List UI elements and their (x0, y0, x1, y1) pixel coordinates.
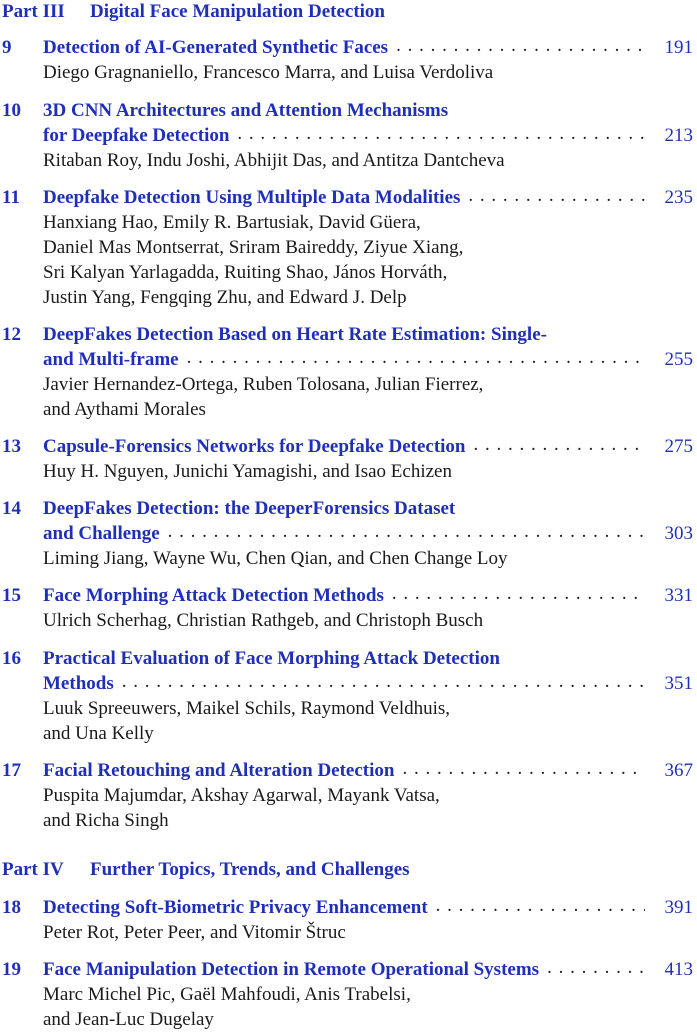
chapter-authors: Diego Gragnaniello, Francesco Marra, and Luisa Verdoliva (43, 62, 494, 83)
chapter-authors: Justin Yang, Fengqing Zhu, and Edward J. Delp (43, 287, 407, 308)
page-number[interactable]: 303 (664, 523, 693, 544)
part-title: Further Topics, Trends, and Challenges (90, 859, 410, 880)
chapter-authors: Hanxiang Hao, Emily R. Bartusiak, David Güera, (43, 212, 421, 233)
part-heading (2, 0, 385, 24)
chapter-number: 18 (2, 897, 21, 918)
chapter-title-row[interactable] (43, 957, 697, 982)
part-number: Part III (2, 1, 65, 22)
dot-leader (237, 121, 645, 146)
dot-leader (547, 955, 645, 980)
chapter-authors: Luuk Spreeuwers, Maikel Schils, Raymond Veldhuis, (43, 698, 451, 719)
chapter-title-row[interactable] (43, 758, 697, 783)
chapter-authors: Peter Rot, Peter Peer, and Vitomir Štruc (43, 922, 346, 943)
chapter-number: 16 (2, 648, 21, 669)
chapter-title-row[interactable] (43, 35, 697, 60)
chapter-title[interactable]: Detecting Soft-Biometric Privacy Enhancement (43, 897, 428, 918)
chapter-title[interactable]: Facial Retouching and Alteration Detection (43, 760, 395, 781)
dot-leader (187, 345, 645, 370)
chapter-title[interactable]: Methods (43, 673, 114, 694)
page-number[interactable]: 351 (664, 673, 693, 694)
dot-leader (396, 33, 645, 58)
dot-leader (122, 669, 645, 694)
chapter-number: 17 (2, 760, 21, 781)
chapter-title[interactable]: Face Manipulation Detection in Remote Operational Systems (43, 959, 540, 980)
chapter-number: 9 (2, 37, 12, 58)
dot-leader (168, 519, 645, 544)
chapter-authors: and Una Kelly (43, 723, 154, 744)
chapter-title-row[interactable] (43, 521, 697, 546)
chapter-title-row[interactable] (43, 671, 697, 696)
chapter-number: 19 (2, 959, 21, 980)
page-number[interactable]: 367 (664, 760, 693, 781)
chapter-number: 14 (2, 498, 21, 519)
chapter-authors: Sri Kalyan Yarlagadda, Ruiting Shao, János Horváth, (43, 262, 448, 283)
chapter-title-row[interactable] (43, 895, 697, 920)
chapter-authors: Liming Jiang, Wayne Wu, Chen Qian, and Chen Change Loy (43, 548, 508, 569)
page-number[interactable]: 331 (664, 585, 693, 606)
part-title: Digital Face Manipulation Detection (90, 1, 385, 22)
chapter-title[interactable]: Capsule-Forensics Networks for Deepfake Detection (43, 436, 466, 457)
chapter-title-row[interactable] (43, 347, 697, 372)
chapter-number: 15 (2, 585, 21, 606)
chapter-title[interactable]: Detection of AI-Generated Synthetic Faces (43, 37, 389, 58)
chapter-title[interactable]: for Deepfake Detection (43, 125, 230, 146)
chapter-authors: Ulrich Scherhag, Christian Rathgeb, and Christoph Busch (43, 610, 484, 631)
chapter-authors: and Richa Singh (43, 810, 169, 831)
chapter-authors: Puspita Majumdar, Akshay Agarwal, Mayank Vatsa, (43, 785, 440, 806)
dot-leader (436, 893, 645, 918)
chapter-authors: Huy H. Nguyen, Junichi Yamagishi, and Isao Echizen (43, 461, 452, 482)
chapter-authors: Ritaban Roy, Indu Joshi, Abhijit Das, and Antitza Dantcheva (43, 150, 505, 171)
chapter-title[interactable]: and Challenge (43, 523, 160, 544)
page-number[interactable]: 235 (664, 187, 693, 208)
page-number[interactable]: 413 (664, 959, 693, 980)
chapter-title-row[interactable] (43, 583, 697, 608)
dot-leader (402, 756, 645, 781)
dot-leader (474, 432, 646, 457)
chapter-title[interactable]: DeepFakes Detection Based on Heart Rate Estimation: Single- (43, 324, 547, 345)
chapter-title[interactable]: and Multi-frame (43, 349, 179, 370)
page-number[interactable]: 213 (664, 125, 693, 146)
chapter-title[interactable]: DeepFakes Detection: the DeeperForensics Dataset (43, 498, 456, 519)
chapter-number: 10 (2, 100, 21, 121)
chapter-title-row[interactable] (43, 185, 697, 210)
chapter-authors: Javier Hernandez-Ortega, Ruben Tolosana, Julian Fierrez, (43, 374, 484, 395)
chapter-number: 12 (2, 324, 21, 345)
chapter-title[interactable]: 3D CNN Architectures and Attention Mechanisms (43, 100, 449, 121)
chapter-title[interactable]: Face Morphing Attack Detection Methods (43, 585, 384, 606)
dot-leader (468, 183, 645, 208)
chapter-number: 11 (2, 187, 20, 208)
chapter-number: 13 (2, 436, 21, 457)
chapter-authors: and Jean-Luc Dugelay (43, 1009, 214, 1030)
dot-leader (392, 581, 645, 606)
chapter-title[interactable]: Practical Evaluation of Face Morphing Attack Detection (43, 648, 500, 669)
page-number[interactable]: 275 (664, 436, 693, 457)
chapter-title[interactable]: Deepfake Detection Using Multiple Data Modalities (43, 187, 461, 208)
chapter-authors: Marc Michel Pic, Gaël Mahfoudi, Anis Trabelsi, (43, 984, 411, 1005)
chapter-authors: and Aythami Morales (43, 399, 206, 420)
chapter-title-row[interactable] (43, 123, 697, 148)
part-number: Part IV (2, 859, 64, 880)
page-number[interactable]: 391 (664, 897, 693, 918)
chapter-authors: Daniel Mas Montserrat, Sriram Baireddy, Ziyue Xiang, (43, 237, 464, 258)
page-number[interactable]: 191 (664, 37, 693, 58)
part-heading (2, 858, 410, 882)
chapter-title-row[interactable] (43, 434, 697, 459)
page-number[interactable]: 255 (664, 349, 693, 370)
